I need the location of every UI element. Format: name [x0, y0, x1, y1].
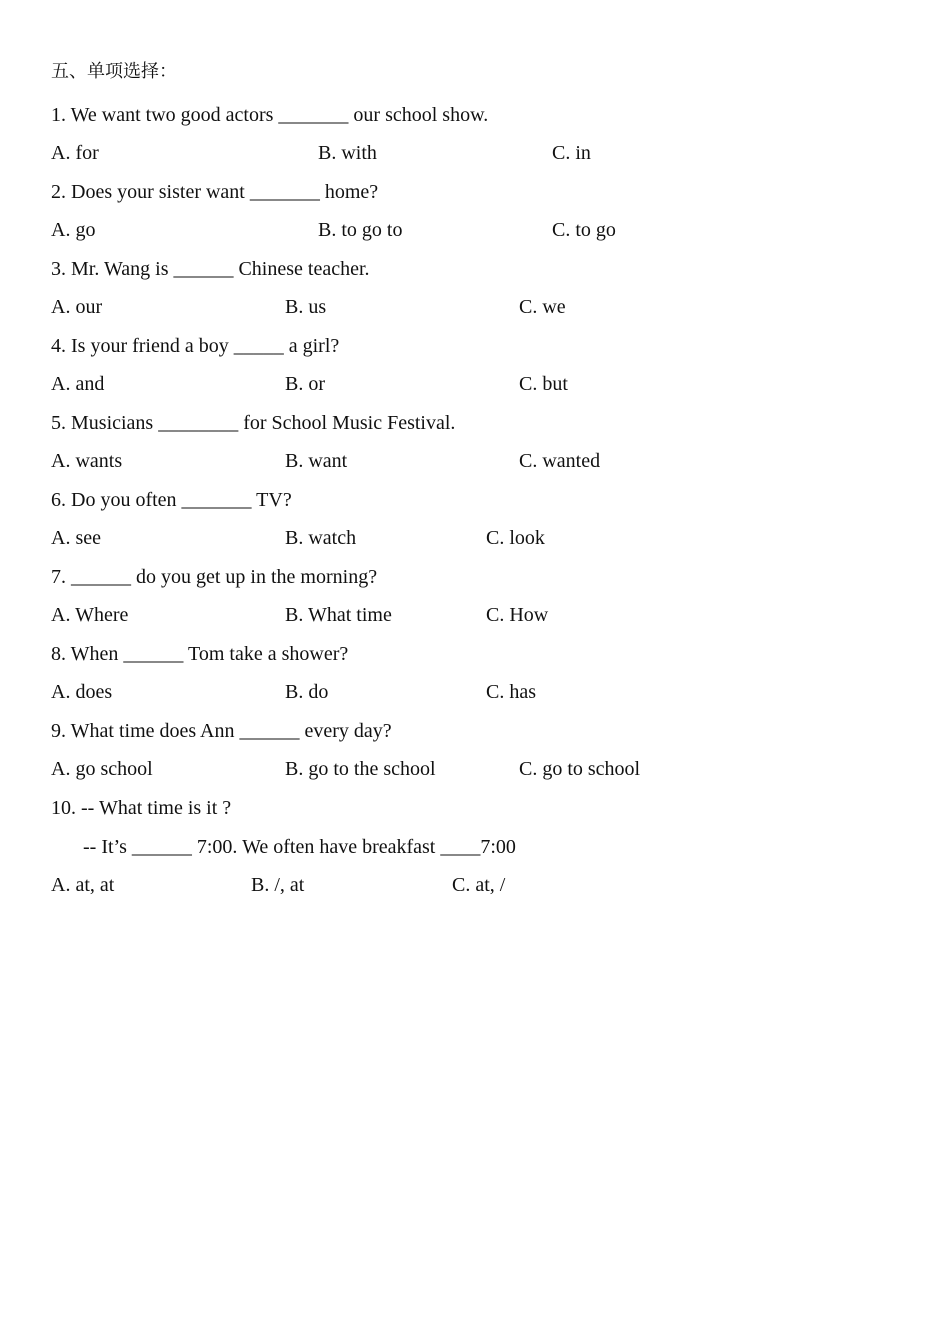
- question-2-option-c: C. to go: [552, 219, 616, 241]
- question-4-option-a: A. and: [51, 373, 105, 395]
- question-5-option-b: B. want: [285, 450, 348, 472]
- question-1-option-b: B. with: [318, 142, 377, 164]
- question-4-option-c: C. but: [519, 373, 568, 395]
- question-4-option-b: B. or: [285, 373, 325, 395]
- question-6-option-c: C. look: [486, 527, 545, 549]
- question-1-option-c: C. in: [552, 142, 591, 164]
- question-2-option-a: A. go: [51, 219, 96, 241]
- question-10-option-a: A. at, at: [51, 874, 115, 896]
- question-5-stem: 5. Musicians ________ for School Music Festival.: [51, 412, 456, 434]
- question-10-stem: 10. -- What time is it ?: [51, 797, 232, 819]
- question-3-option-b: B. us: [285, 296, 327, 318]
- question-7-option-c: C. How: [486, 604, 549, 626]
- section-heading: 五、单项选择：: [51, 61, 177, 82]
- question-6-stem: 6. Do you often _______ TV?: [51, 489, 292, 511]
- question-7-option-a: A. Where: [51, 604, 129, 626]
- question-6-option-b: B. watch: [285, 527, 357, 549]
- question-3-option-a: A. our: [51, 296, 103, 318]
- question-10-option-c: C. at, /: [452, 874, 506, 896]
- question-3-stem: 3. Mr. Wang is ______ Chinese teacher.: [51, 258, 370, 280]
- question-5-option-c: C. wanted: [519, 450, 601, 472]
- question-7-stem: 7. ______ do you get up in the morning?: [51, 566, 378, 588]
- question-2-option-b: B. to go to: [318, 219, 403, 241]
- question-8-option-b: B. do: [285, 681, 329, 703]
- question-9-option-c: C. go to school: [519, 758, 641, 780]
- question-8-option-c: C. has: [486, 681, 536, 703]
- question-8-stem: 8. When ______ Tom take a shower?: [51, 643, 349, 665]
- question-5-option-a: A. wants: [51, 450, 123, 472]
- question-1-option-a: A. for: [51, 142, 99, 164]
- question-1-stem: 1. We want two good actors _______ our school show.: [51, 104, 489, 126]
- question-10-option-b: B. /, at: [251, 874, 305, 896]
- question-3-option-c: C. we: [519, 296, 566, 318]
- question-10-stem-continued: -- It’s ______ 7:00. We often have breakfast ____7:00: [83, 836, 516, 858]
- question-2-stem: 2. Does your sister want _______ home?: [51, 181, 379, 203]
- question-9-stem: 9. What time does Ann ______ every day?: [51, 720, 392, 742]
- question-9-option-b: B. go to the school: [285, 758, 436, 780]
- question-7-option-b: B. What time: [285, 604, 392, 626]
- question-4-stem: 4. Is your friend a boy _____ a girl?: [51, 335, 340, 357]
- question-6-option-a: A. see: [51, 527, 101, 549]
- question-8-option-a: A. does: [51, 681, 113, 703]
- question-9-option-a: A. go school: [51, 758, 153, 780]
